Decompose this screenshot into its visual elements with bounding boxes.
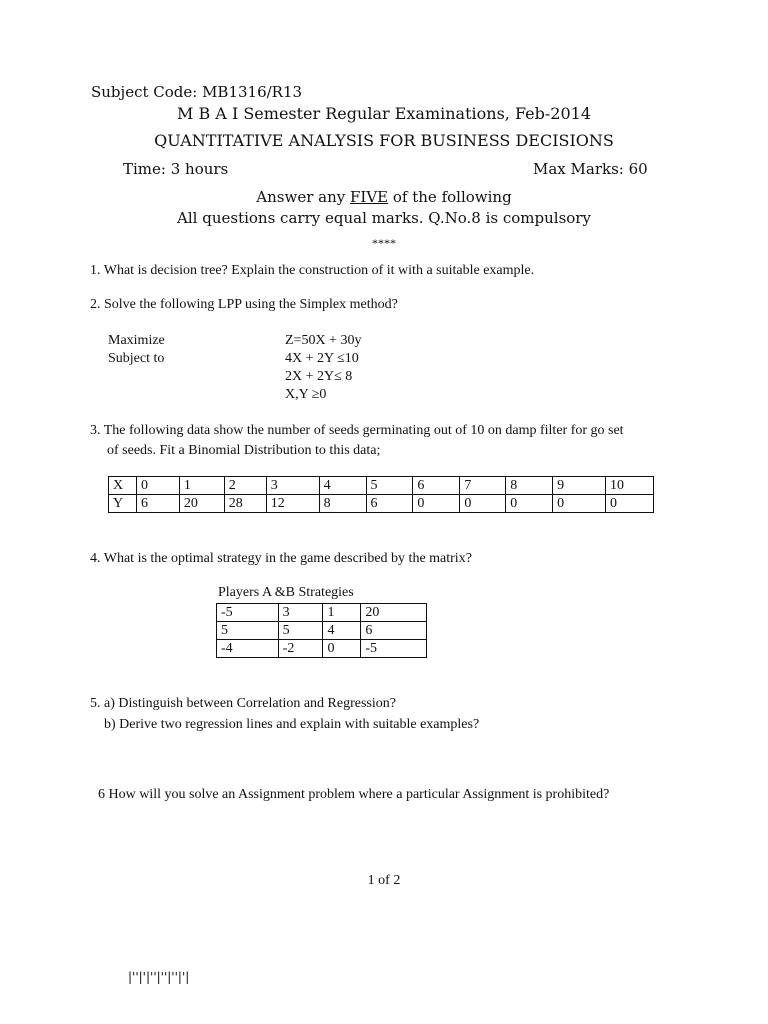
table-cell: 3 <box>278 604 323 622</box>
seed-table-row-x <box>109 477 654 495</box>
instruction-emphasis: FIVE <box>350 188 389 206</box>
question-3-line-1: 3. The following data show the number of seeds germinating out of 10 on damp filter for go set <box>90 423 624 438</box>
table-cell: 1 <box>323 604 361 622</box>
lpp-subject-label: Subject to <box>108 351 165 366</box>
table-cell: 5 <box>366 477 413 495</box>
table-cell: 9 <box>553 477 606 495</box>
question-2: 2. Solve the following LPP using the Simplex method? <box>90 297 398 312</box>
table-cell: 2 <box>224 477 266 495</box>
barcode-strip: |''|'|''|''|''|'| <box>128 970 190 984</box>
lpp-constraint-1: 4X + 2Y ≤10 <box>285 351 359 366</box>
table-cell: 6 <box>136 495 179 513</box>
game-matrix-table <box>216 603 427 658</box>
table-cell: 4 <box>319 477 366 495</box>
table-cell: 5 <box>278 622 323 640</box>
question-1: 1. What is decision tree? Explain the construction of it with a suitable example. <box>90 263 535 278</box>
exam-title: M B A I Semester Regular Examinations, Feb-2014 <box>176 104 592 123</box>
table-cell: -5 <box>217 604 279 622</box>
table-cell: 7 <box>460 477 506 495</box>
lpp-constraint-2: 2X + 2Y≤ 8 <box>285 369 353 384</box>
table-cell: 0 <box>136 477 179 495</box>
instruction-line-2: All questions carry equal marks. Q.No.8 is compulsory <box>177 209 591 227</box>
question-5a: 5. a) Distinguish between Correlation and Regression? <box>90 696 396 711</box>
instruction-line-1 <box>0 188 768 206</box>
table-cell: 0 <box>413 495 460 513</box>
instruction-suffix: of the following <box>388 188 512 206</box>
table-cell: -5 <box>361 640 427 658</box>
game-matrix-caption: Players A &B Strategies <box>218 585 354 600</box>
page-number: 1 of 2 <box>367 873 401 888</box>
table-cell: 6 <box>366 495 413 513</box>
table-cell: 20 <box>179 495 224 513</box>
table-cell: 20 <box>361 604 427 622</box>
game-matrix-row <box>217 604 427 622</box>
table-cell: 10 <box>605 477 653 495</box>
separator-stars: **** <box>372 236 396 250</box>
table-cell: Y <box>109 495 137 513</box>
lpp-right-column <box>285 332 361 404</box>
table-cell: 0 <box>506 495 553 513</box>
table-cell: 1 <box>179 477 224 495</box>
max-marks-label: Max Marks: 60 <box>533 160 648 178</box>
table-cell: 6 <box>361 622 427 640</box>
table-cell: -2 <box>278 640 323 658</box>
game-matrix-row <box>217 622 427 640</box>
lpp-objective: Z=50X + 30y <box>285 333 362 348</box>
table-cell: 0 <box>605 495 653 513</box>
table-cell: 0 <box>323 640 361 658</box>
seed-table-row-y <box>109 495 654 513</box>
game-matrix-row <box>217 640 427 658</box>
question-4: 4. What is the optimal strategy in the game described by the matrix? <box>90 551 472 566</box>
lpp-maximize-label: Maximize <box>108 333 165 348</box>
question-6: 6 How will you solve an Assignment problem where a particular Assignment is prohibited? <box>98 787 610 802</box>
table-cell: 3 <box>266 477 319 495</box>
table-cell: 8 <box>319 495 366 513</box>
table-cell: 28 <box>224 495 266 513</box>
subject-code: Subject Code: MB1316/R13 <box>91 83 303 101</box>
instruction-prefix: Answer any <box>256 188 350 206</box>
table-cell: 6 <box>413 477 460 495</box>
course-title: QUANTITATIVE ANALYSIS FOR BUSINESS DECISIONS <box>154 131 614 150</box>
lpp-non-negativity: X,Y ≥0 <box>285 387 327 402</box>
seed-data-table <box>108 476 654 513</box>
table-cell: 0 <box>553 495 606 513</box>
table-cell: 0 <box>460 495 506 513</box>
table-cell: X <box>109 477 137 495</box>
table-cell: -4 <box>217 640 279 658</box>
question-5b: b) Derive two regression lines and explain with suitable examples? <box>104 717 480 732</box>
table-cell: 8 <box>506 477 553 495</box>
table-cell: 12 <box>266 495 319 513</box>
table-cell: 4 <box>323 622 361 640</box>
table-cell: 5 <box>217 622 279 640</box>
time-label: Time: 3 hours <box>123 160 229 178</box>
question-3-line-2: of seeds. Fit a Binomial Distribution to this data; <box>107 443 381 458</box>
lpp-left-column <box>108 332 165 368</box>
